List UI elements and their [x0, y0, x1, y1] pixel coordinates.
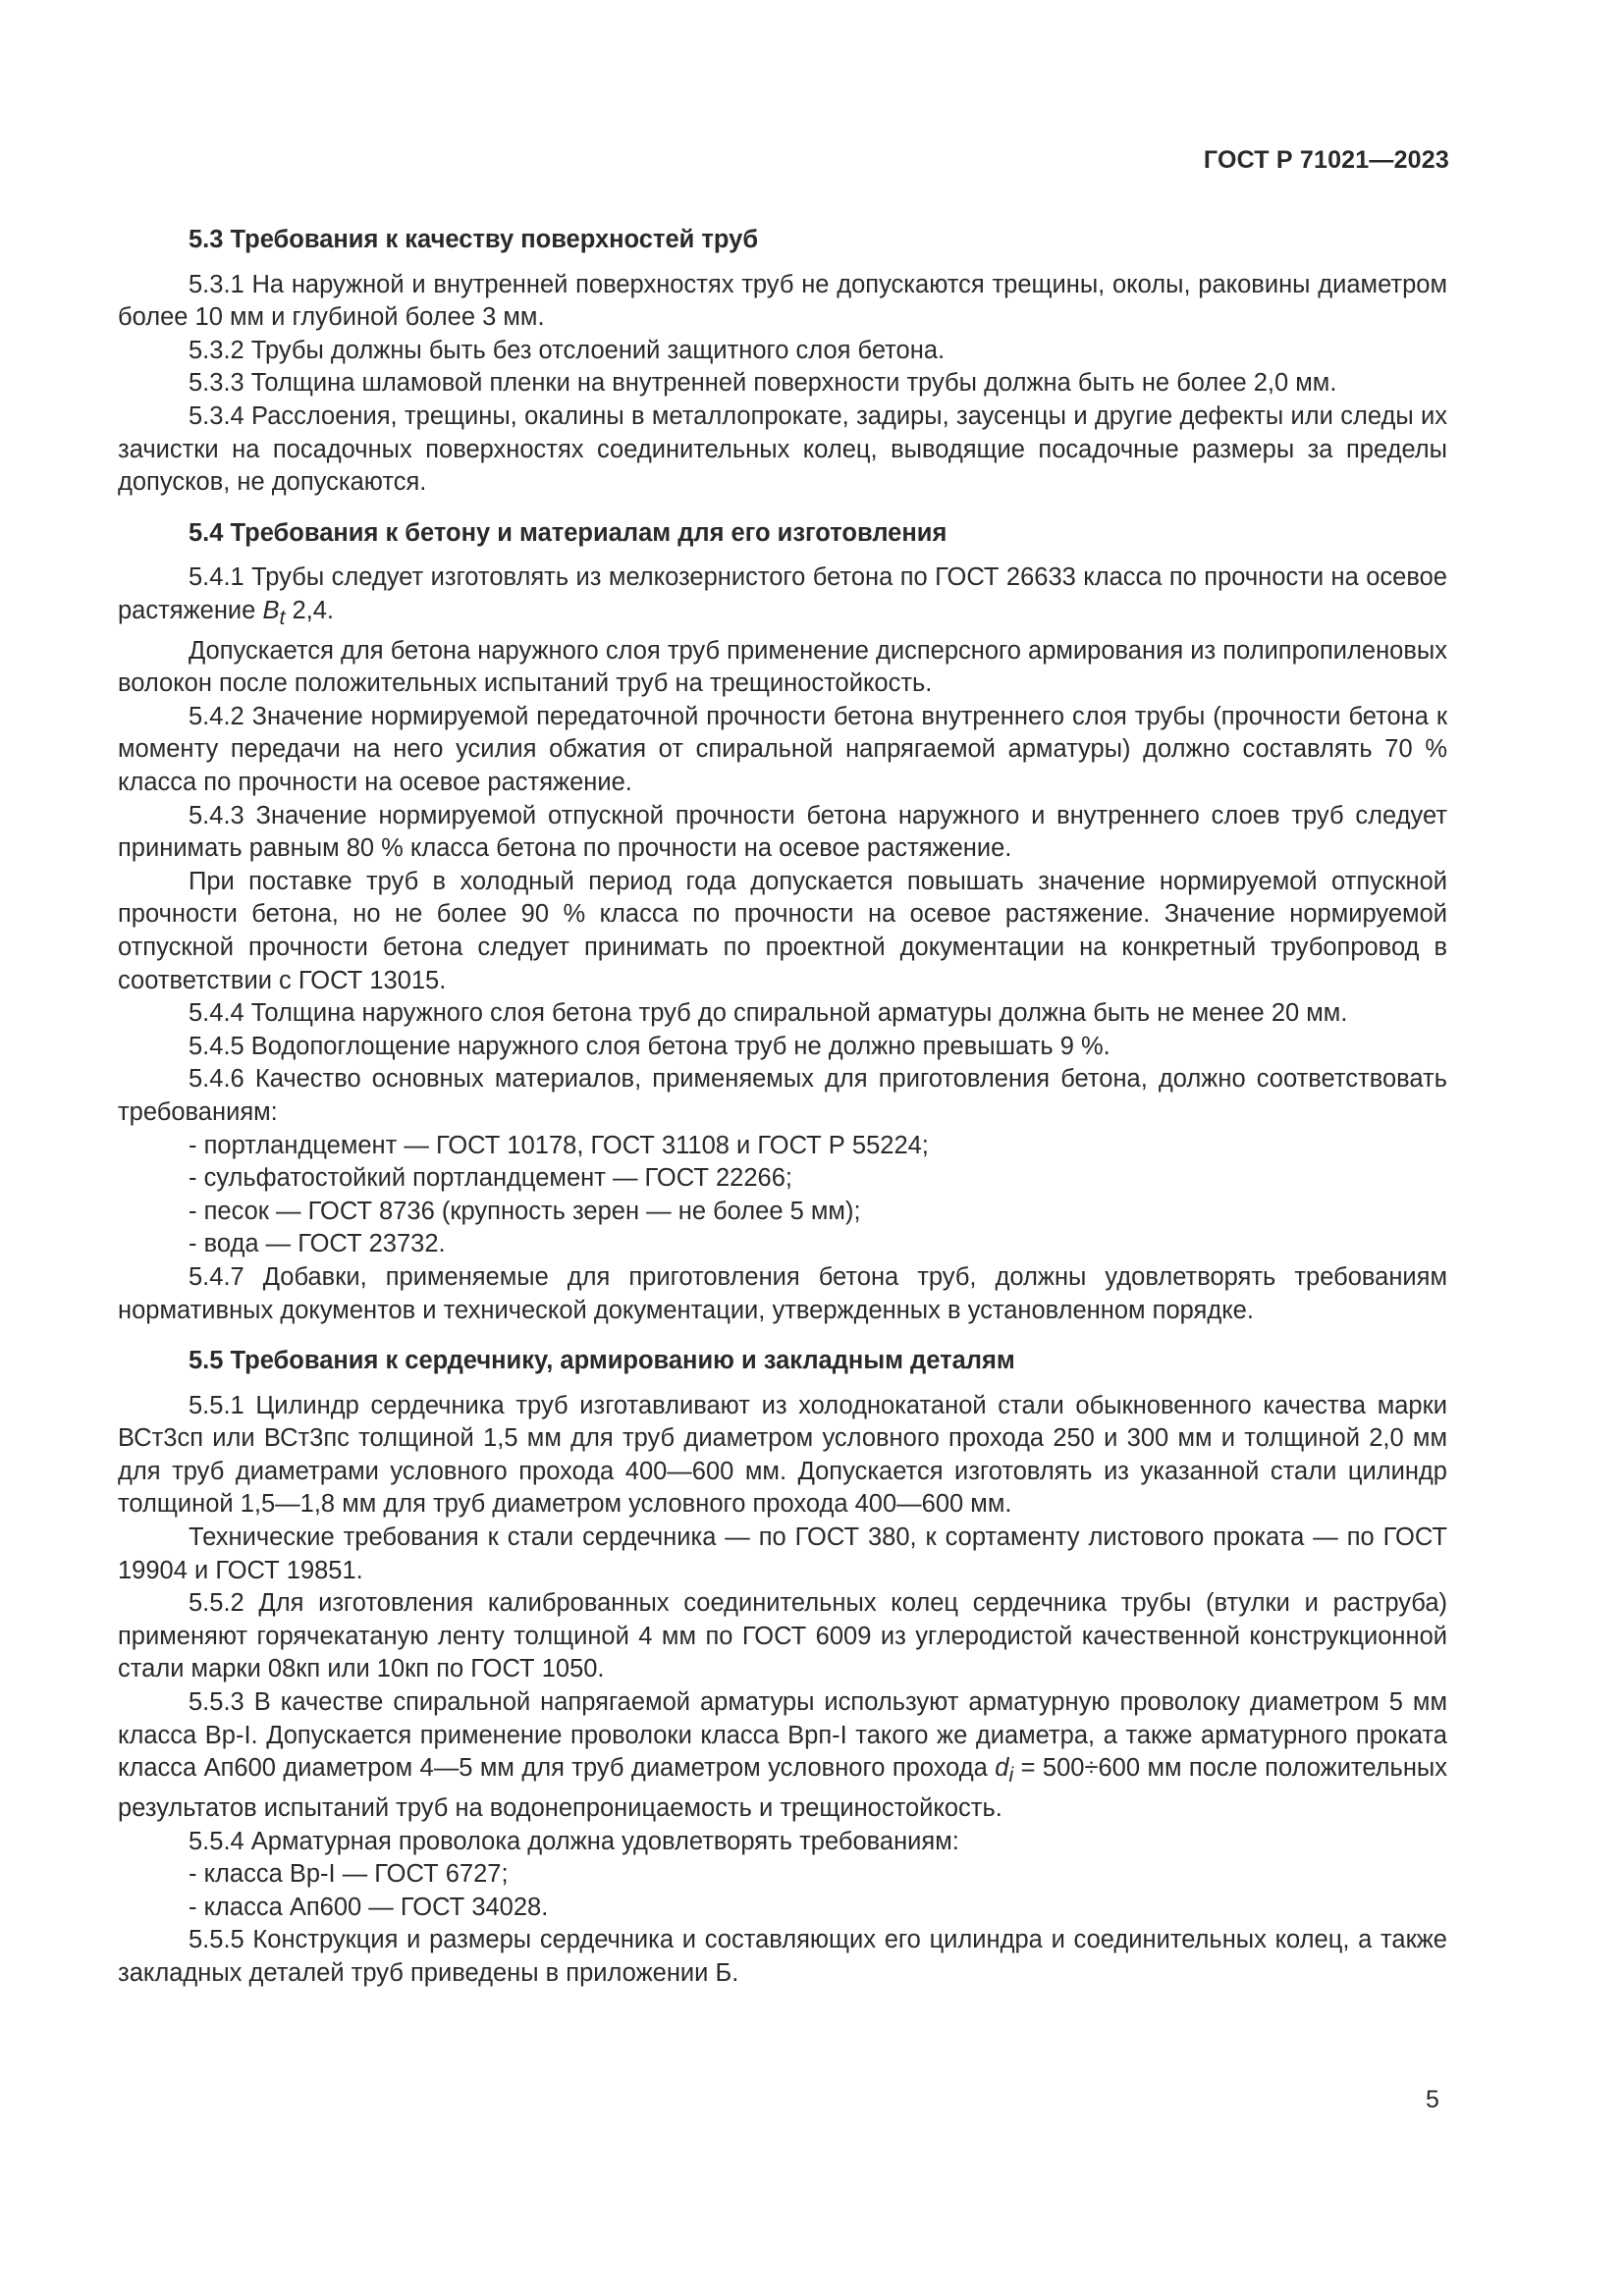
- paragraph: 5.3.2 Трубы должны быть без отслоений защитного слоя бетона.: [189, 336, 946, 364]
- paragraph: 5.4.7 Добавки, применяемые для приготовления бетона труб, должны удовлетворять требованиям нормативных документов и технической документации, утвержденных в установленном порядке.: [118, 1262, 1447, 1324]
- paragraph: При поставке труб в холодный период года допускается повышать значение нормируемой отпускной прочности бетона, но не более 90 % класса по прочности на осевое растяжение. Значение нормируемой отпускной прочности бетона следует принимать по проектной документации на конкретный трубопровод в соответствии с ГОСТ 13015.: [118, 867, 1447, 994]
- section-heading: 5.3 Требования к качеству поверхностей труб: [189, 226, 759, 253]
- paragraph: 5.4.6 Качество основных материалов, применяемых для приготовления бетона, должно соответствовать требованиям:: [118, 1065, 1447, 1126]
- list-item: - песок — ГОСТ 8736 (крупность зерен — не более 5 мм);: [189, 1197, 861, 1225]
- document-body: [118, 224, 1447, 1990]
- paragraph: 5.3.1 На наружной и внутренней поверхностях труб не допускаются трещины, околы, раковины диаметром более 10 мм и глубиной более 3 мм.: [118, 270, 1447, 332]
- paragraph: 5.4.2 Значение нормируемой передаточной прочности бетона внутреннего слоя трубы (прочности бетона к моменту передачи на него усилия обжатия от спиральной напрягаемой арматуры) должно составлять 70 % класса по прочности на осевое растяжение.: [118, 702, 1447, 796]
- paragraph: 5.3.3 Толщина шламовой пленки на внутренней поверхности трубы должна быть не более 2,0 мм.: [189, 369, 1337, 398]
- variable: B: [262, 596, 280, 624]
- section-heading: 5.5 Требования к сердечнику, армированию и закладным деталям: [189, 1347, 1015, 1375]
- paragraph: [118, 1686, 1447, 1825]
- paragraph: 5.5.1 Цилиндр сердечника труб изготавливают из холоднокатаной стали обыкновенного качества марки ВСт3сп или ВСт3пс толщиной 1,5 мм для труб диаметром условного прохода 250 и 300 мм и толщиной 2,0 мм для труб диаметрами условного прохода 400—600 мм. Допускается изготовлять из указанной стали цилиндр толщиной 1,5—1,8 мм для труб диаметром условного прохода 400—600 мм.: [118, 1391, 1447, 1519]
- paragraph: Технические требования к стали сердечника — по ГОСТ 380, к сортаменту листового проката — по ГОСТ 19904 и ГОСТ 19851.: [118, 1523, 1447, 1584]
- paragraph: Допускается для бетона наружного слоя труб применение дисперсного армирования из полипропиленовых волокон после положительных испытаний труб на трещиностойкость.: [118, 636, 1447, 698]
- variable-subscript: i: [1008, 1763, 1014, 1788]
- paragraph-text: = 500÷600 мм после положительных результатов испытаний труб на водонепроницаемость и трещиностойкость.: [118, 1754, 1447, 1822]
- list-item: - портландцемент — ГОСТ 10178, ГОСТ 31108 и ГОСТ Р 55224;: [189, 1131, 929, 1159]
- paragraph: [118, 561, 1447, 634]
- paragraph: 5.4.3 Значение нормируемой отпускной прочности бетона наружного и внутреннего слоев труб следует принимать равным 80 % класса бетона по прочности на осевое растяжение.: [118, 801, 1447, 863]
- variable-subscript: t: [279, 606, 286, 630]
- paragraph-text: 5.5.3 В качестве спиральной напрягаемой арматуры используют арматурную проволоку диаметром 5 мм класса Вр-I. Допускается применение проволоки класса Врп-I такого же диаметра, а также арматурного проката класса Ап600 диаметром 4—5 мм для труб диаметром условного прохода: [118, 1688, 1447, 1783]
- document-code: ГОСТ Р 71021—2023: [1203, 146, 1449, 174]
- paragraph: 5.3.4 Расслоения, трещины, окалины в металлопрокате, задиры, заусенцы и другие дефекты или следы их зачистки на посадочных поверхностях соединительных колец, выводящие посадочные размеры за пределы допусков, не допускаются.: [118, 401, 1447, 497]
- list-item: - класса Вр-I — ГОСТ 6727;: [189, 1860, 509, 1889]
- paragraph: 5.4.4 Толщина наружного слоя бетона труб до спиральной арматуры должна быть не менее 20 мм.: [189, 999, 1348, 1028]
- paragraph: 5.4.5 Водопоглощение наружного слоя бетона труб не должно превышать 9 %.: [189, 1032, 1110, 1060]
- variable: d: [995, 1754, 1009, 1783]
- paragraph-text: 5.4.1 Трубы следует изготовлять из мелкозернистого бетона по ГОСТ 26633 класса по прочности на осевое растяжение: [118, 563, 1447, 624]
- list-item: - сульфатостойкий портландцемент — ГОСТ 22266;: [189, 1164, 792, 1193]
- list-item: - вода — ГОСТ 23732.: [189, 1230, 446, 1258]
- list-item: - класса Ап600 — ГОСТ 34028.: [189, 1893, 549, 1921]
- paragraph: 5.5.4 Арматурная проволока должна удовлетворять требованиям:: [189, 1827, 959, 1855]
- page-number: 5: [1426, 2086, 1439, 2113]
- paragraph: 5.5.5 Конструкция и размеры сердечника и составляющих его цилиндра и соединительных колец, а также закладных деталей труб приведены в приложении Б.: [118, 1926, 1447, 1987]
- section-heading: 5.4 Требования к бетону и материалам для его изготовления: [189, 518, 947, 547]
- paragraph-text: 2,4.: [285, 596, 334, 624]
- paragraph: 5.5.2 Для изготовления калиброванных соединительных колец сердечника трубы (втулки и раструба) применяют горячекатаную ленту толщиной 4 мм по ГОСТ 6009 из углеродистой качественной конструкционной стали марки 08кп или 10кп по ГОСТ 1050.: [118, 1589, 1447, 1683]
